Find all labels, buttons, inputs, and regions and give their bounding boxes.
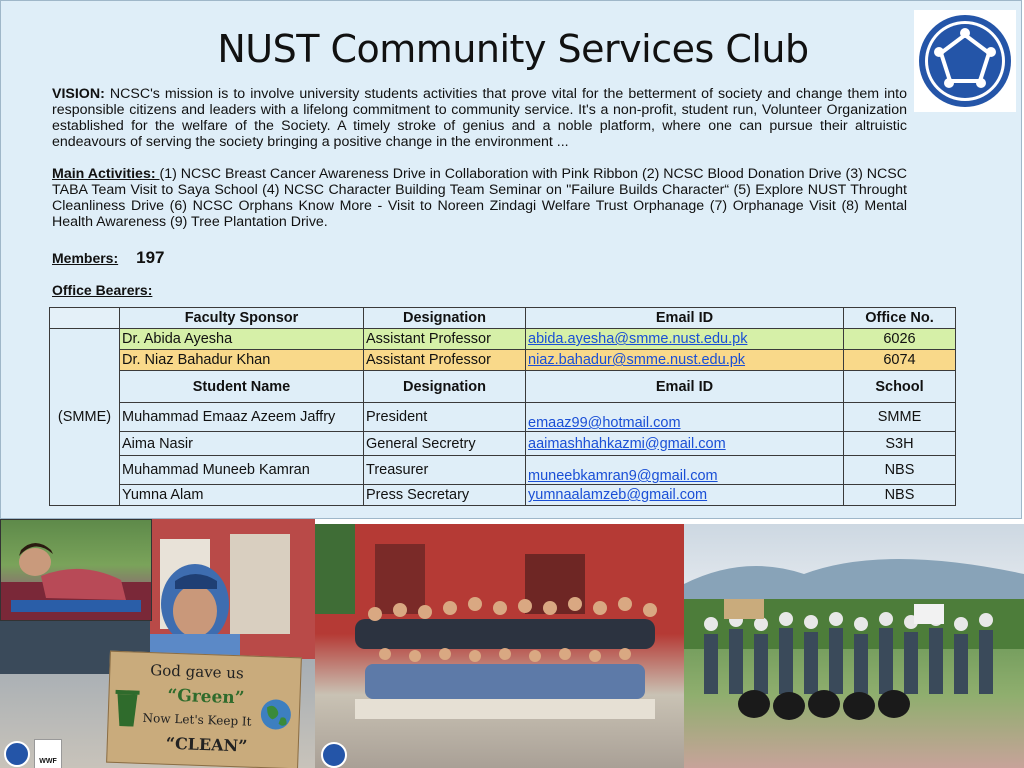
student-email-cell [526, 485, 844, 506]
student-email-link[interactable]: yumnaalamzeb@gmail.com [528, 487, 708, 503]
table-row [50, 329, 956, 350]
club-logo-icon [917, 13, 1013, 109]
photo-orphanage-visit [315, 524, 684, 768]
faculty-header-email: Email ID [526, 308, 844, 329]
student-email-cell [526, 403, 844, 432]
student-header-email: Email ID [526, 371, 844, 403]
table-row [50, 403, 956, 432]
photo-cleanliness-drive [684, 524, 1024, 768]
student-header-school: School [844, 371, 956, 403]
club-badge-icon [321, 742, 347, 768]
table-row [50, 432, 956, 456]
faculty-email-cell [526, 329, 844, 350]
student-header-name: Student Name [120, 371, 364, 403]
student-email-cell [526, 432, 844, 456]
club-logo [914, 10, 1016, 112]
student-school: S3H [844, 432, 956, 456]
activities-text: (1) NCSC Breast Cancer Awareness Drive in Collaboration with Pink Ribbon (2) NCSC Blood Donation Drive (3) NCSC TABA Team Visit to Saya School (4) NCSC Character Building Team Seminar on "Failure Builds Character“ (5) Explore NUST Throught Cleanliness Drive (6) NCSC Orphans Know More - Visit to Noreen Zindagi Welfare Trust Orphanage (7) Orphanage Visit (8) Mental Health Awareness (9) Tree Plantation Drive. [52, 166, 908, 230]
faculty-designation: Assistant Professor [364, 329, 526, 350]
faculty-name: Dr. Niaz Bahadur Khan [120, 350, 364, 371]
orphanage-group-image [315, 524, 684, 768]
faculty-email-link[interactable]: abida.ayesha@smme.nust.edu.pk [528, 331, 748, 347]
club-badge-icon [4, 741, 30, 767]
faculty-email-link[interactable]: niaz.bahadur@smme.nust.edu.pk [528, 352, 746, 368]
office-bearers-table [49, 307, 956, 506]
members-label: Members: [52, 250, 119, 266]
activities-label: Main Activities: [52, 166, 160, 182]
faculty-name: Dr. Abida Ayesha [120, 329, 364, 350]
wwf-logo [34, 739, 62, 768]
student-name: Aima Nasir [120, 432, 364, 456]
faculty-designation: Assistant Professor [364, 350, 526, 371]
faculty-office: 6074 [844, 350, 956, 371]
faculty-header-row [50, 308, 956, 329]
blood-donation-image [1, 520, 151, 620]
student-name: Muhammad Emaaz Azeem Jaffry [120, 403, 364, 432]
student-designation: General Secretry [364, 432, 526, 456]
student-designation: Treasurer [364, 456, 526, 485]
page-title: NUST Community Services Club [217, 27, 809, 71]
photo-blood-donation [0, 519, 152, 621]
cardboard-sign [106, 651, 302, 768]
trash-bin-icon [112, 688, 141, 729]
table-row [50, 350, 956, 371]
student-name: Muhammad Muneeb Kamran [120, 456, 364, 485]
office-bearers-label: Office Bearers: [52, 282, 153, 298]
student-header-designation: Designation [364, 371, 526, 403]
faculty-office: 6026 [844, 329, 956, 350]
student-email-link[interactable]: muneebkamran9@gmail.com [528, 468, 718, 484]
sign-line-3: Now Let's Keep It [142, 710, 252, 729]
corner-cell [50, 308, 120, 329]
cleanliness-drive-image [684, 524, 1024, 768]
activities-paragraph [52, 166, 907, 230]
vision-paragraph [52, 86, 907, 150]
vision-label: VISION: [52, 86, 105, 102]
photo-collage [0, 519, 1024, 768]
student-name: Yumna Alam [120, 485, 364, 506]
sign-line-4: “CLEAN” [165, 733, 248, 756]
vision-text: NCSC's mission is to involve university students activities that prove vital for the betterment of society and change them into responsible citizens and leaders with a lifelong commitment to community service. It's a non-profit, student run, Volunteer Organization established for the welfare of the Society. A timely stroke of genius and a noble platform, where one can pursue their altruistic endeavours of serving the society bringing a positive change in the environment ... [52, 86, 907, 150]
student-designation: President [364, 403, 526, 432]
student-school: NBS [844, 456, 956, 485]
faculty-email-cell [526, 350, 844, 371]
student-email-link[interactable]: emaaz99@hotmail.com [528, 415, 681, 431]
faculty-header-office: Office No. [844, 308, 956, 329]
wwf-label: WWF [39, 758, 57, 765]
sign-line-1: God gave us [150, 661, 245, 683]
student-email-cell [526, 456, 844, 485]
faculty-header-designation: Designation [364, 308, 526, 329]
student-email-link[interactable]: aaimashhahkazmi@gmail.com [528, 435, 726, 452]
faculty-header-name: Faculty Sponsor [120, 308, 364, 329]
table-row [50, 456, 956, 485]
sign-line-2: “Green” [167, 685, 245, 709]
student-header-row [50, 371, 956, 403]
student-school: SMME [844, 403, 956, 432]
school-group-cell: (SMME) [50, 329, 120, 506]
members-count: 197 [136, 248, 165, 267]
table-row [50, 485, 956, 506]
student-school: NBS [844, 485, 956, 506]
members-line [52, 248, 165, 268]
student-designation: Press Secretary [364, 485, 526, 506]
globe-icon [258, 697, 293, 732]
